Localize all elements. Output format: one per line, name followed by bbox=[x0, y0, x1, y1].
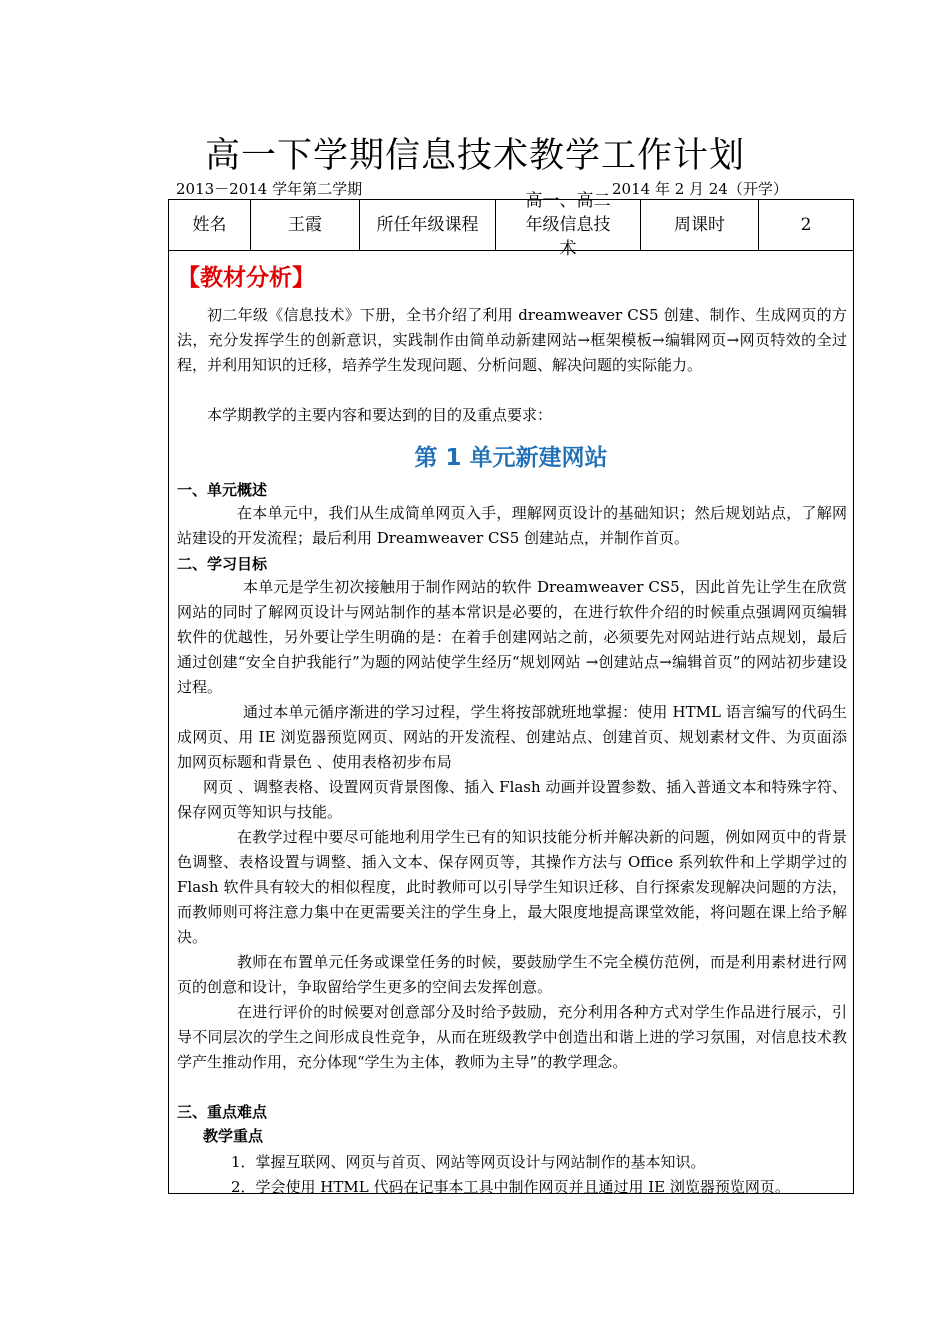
course-value: 高一、高二年级信息技术 bbox=[496, 200, 641, 250]
goals-paragraph: 本单元是学生初次接触用于制作网站的软件 Dreamweaver CS5，因此首先让学生在欣赏网站的同时了解网页设计与网站制作的基本常识是必要的，在进行软件介绍的时候重点强调网页编辑软件的优越性，另外要让学生明确的是：在着手创建网站之前，必须要先对网站进行站点规划，最后通过创建“安全自护我能行”为题的网站使学生经历“规划网站 →创建站点→编辑首页”的网站初步建设过程。 bbox=[177, 578, 847, 696]
hours-label: 周课时 bbox=[641, 200, 759, 250]
key-heading: 三、重点难点 bbox=[177, 1103, 268, 1121]
term-label: 2013－2014 学年第二学期 bbox=[176, 180, 363, 198]
goals-paragraph: 在教学过程中要尽可能地利用学生已有的知识技能分析并解决新的问题，例如网页中的背景色调整、表格设置与调整、插入文本、保存网页等，其操作方法与 Office 系列软件和上学期学过的 Flash 软件具有较大的相似程度，此时教师可以引导学生知识迁移、自行探索发现解决问题的方法，而教师则可将注意力集中在更需要关注的学生身上，最大限度地提高课堂效能，将问题在课上给予解决。 bbox=[177, 828, 847, 946]
goals-heading: 二、学习目标 bbox=[177, 555, 268, 573]
goals-paragraph: 教师在布置单元任务或课堂任务的时候，要鼓励学生不完全模仿范例，而是利用素材进行网页的创意和设计，争取留给学生更多的空间去发挥创意。 bbox=[177, 953, 847, 996]
page-title: 高一下学期信息技术教学工作计划 bbox=[204, 136, 745, 176]
name-value: 王霞 bbox=[251, 200, 360, 250]
goals-paragraph: 通过本单元循序渐进的学习过程，学生将按部就班地掌握：使用 HTML 语言编写的代码生成网页、用 IE 浏览器预览网页、网站的开发流程、创建站点、创建首页、规划素材文件、为页面添加网页标题和背景色 、使用表格初步布局 bbox=[177, 703, 847, 771]
hours-value: 2 bbox=[800, 215, 812, 235]
plan-table bbox=[168, 191, 854, 1196]
goals-paragraph: 在进行评价的时候要对创意部分及时给予鼓励，充分利用各种方式对学生作品进行展示，引导不同层次的学生之间形成良性竞争，从而在班级教学中创造出和谐上进的学习氛围，对信息技术教学产生推动作用，充分体现“学生为主体，教师为主导”的教学理念。 bbox=[177, 1003, 847, 1071]
unit-title: 第 1 单元新建网站 bbox=[414, 445, 608, 471]
overview-heading: 一、单元概述 bbox=[177, 481, 268, 499]
list-item: 2．学会使用 HTML 代码在记事本工具中制作网页并且通过用 IE 浏览器预览网页。 bbox=[231, 1178, 790, 1196]
overview-paragraph: 在本单元中，我们从生成简单网页入手，理解网页设计的基础知识；然后规划站点，了解网站建设的开发流程；最后利用 Dreamweaver CS5 创建站点，并制作首页。 bbox=[177, 504, 847, 547]
list-item: 1．掌握互联网、网页与首页、网站等网页设计与网站制作的基本知识。 bbox=[231, 1153, 706, 1171]
section-title: 【教材分析】 bbox=[177, 265, 315, 291]
header-row bbox=[169, 191, 853, 259]
course-label: 所任年级课程 bbox=[360, 200, 496, 250]
intro-paragraph: 初二年级《信息技术》下册，全书介绍了利用 dreamweaver CS5 创建、制作、生成网页的方法，充分发挥学生的创新意识，实践制作由简单动新建网站→框架模板→编辑网页→网页特效的全过程，并利用知识的迁移，培养学生发现问题、分析问题、解决问题的实际能力。 bbox=[177, 306, 847, 374]
date-label: 2014 年 2 月 24（开学） bbox=[612, 180, 788, 198]
intro-paragraph-2: 本学期教学的主要内容和要达到的目的及重点要求： bbox=[207, 406, 553, 424]
name-label: 姓名 bbox=[169, 200, 251, 250]
key-subheading: 教学重点 bbox=[203, 1127, 264, 1145]
goals-paragraph: 网页 、调整表格、设置网页背景图像、插入 Flash 动画并设置参数、插入普通文本和特殊字符、保存网页等知识与技能。 bbox=[177, 778, 847, 821]
